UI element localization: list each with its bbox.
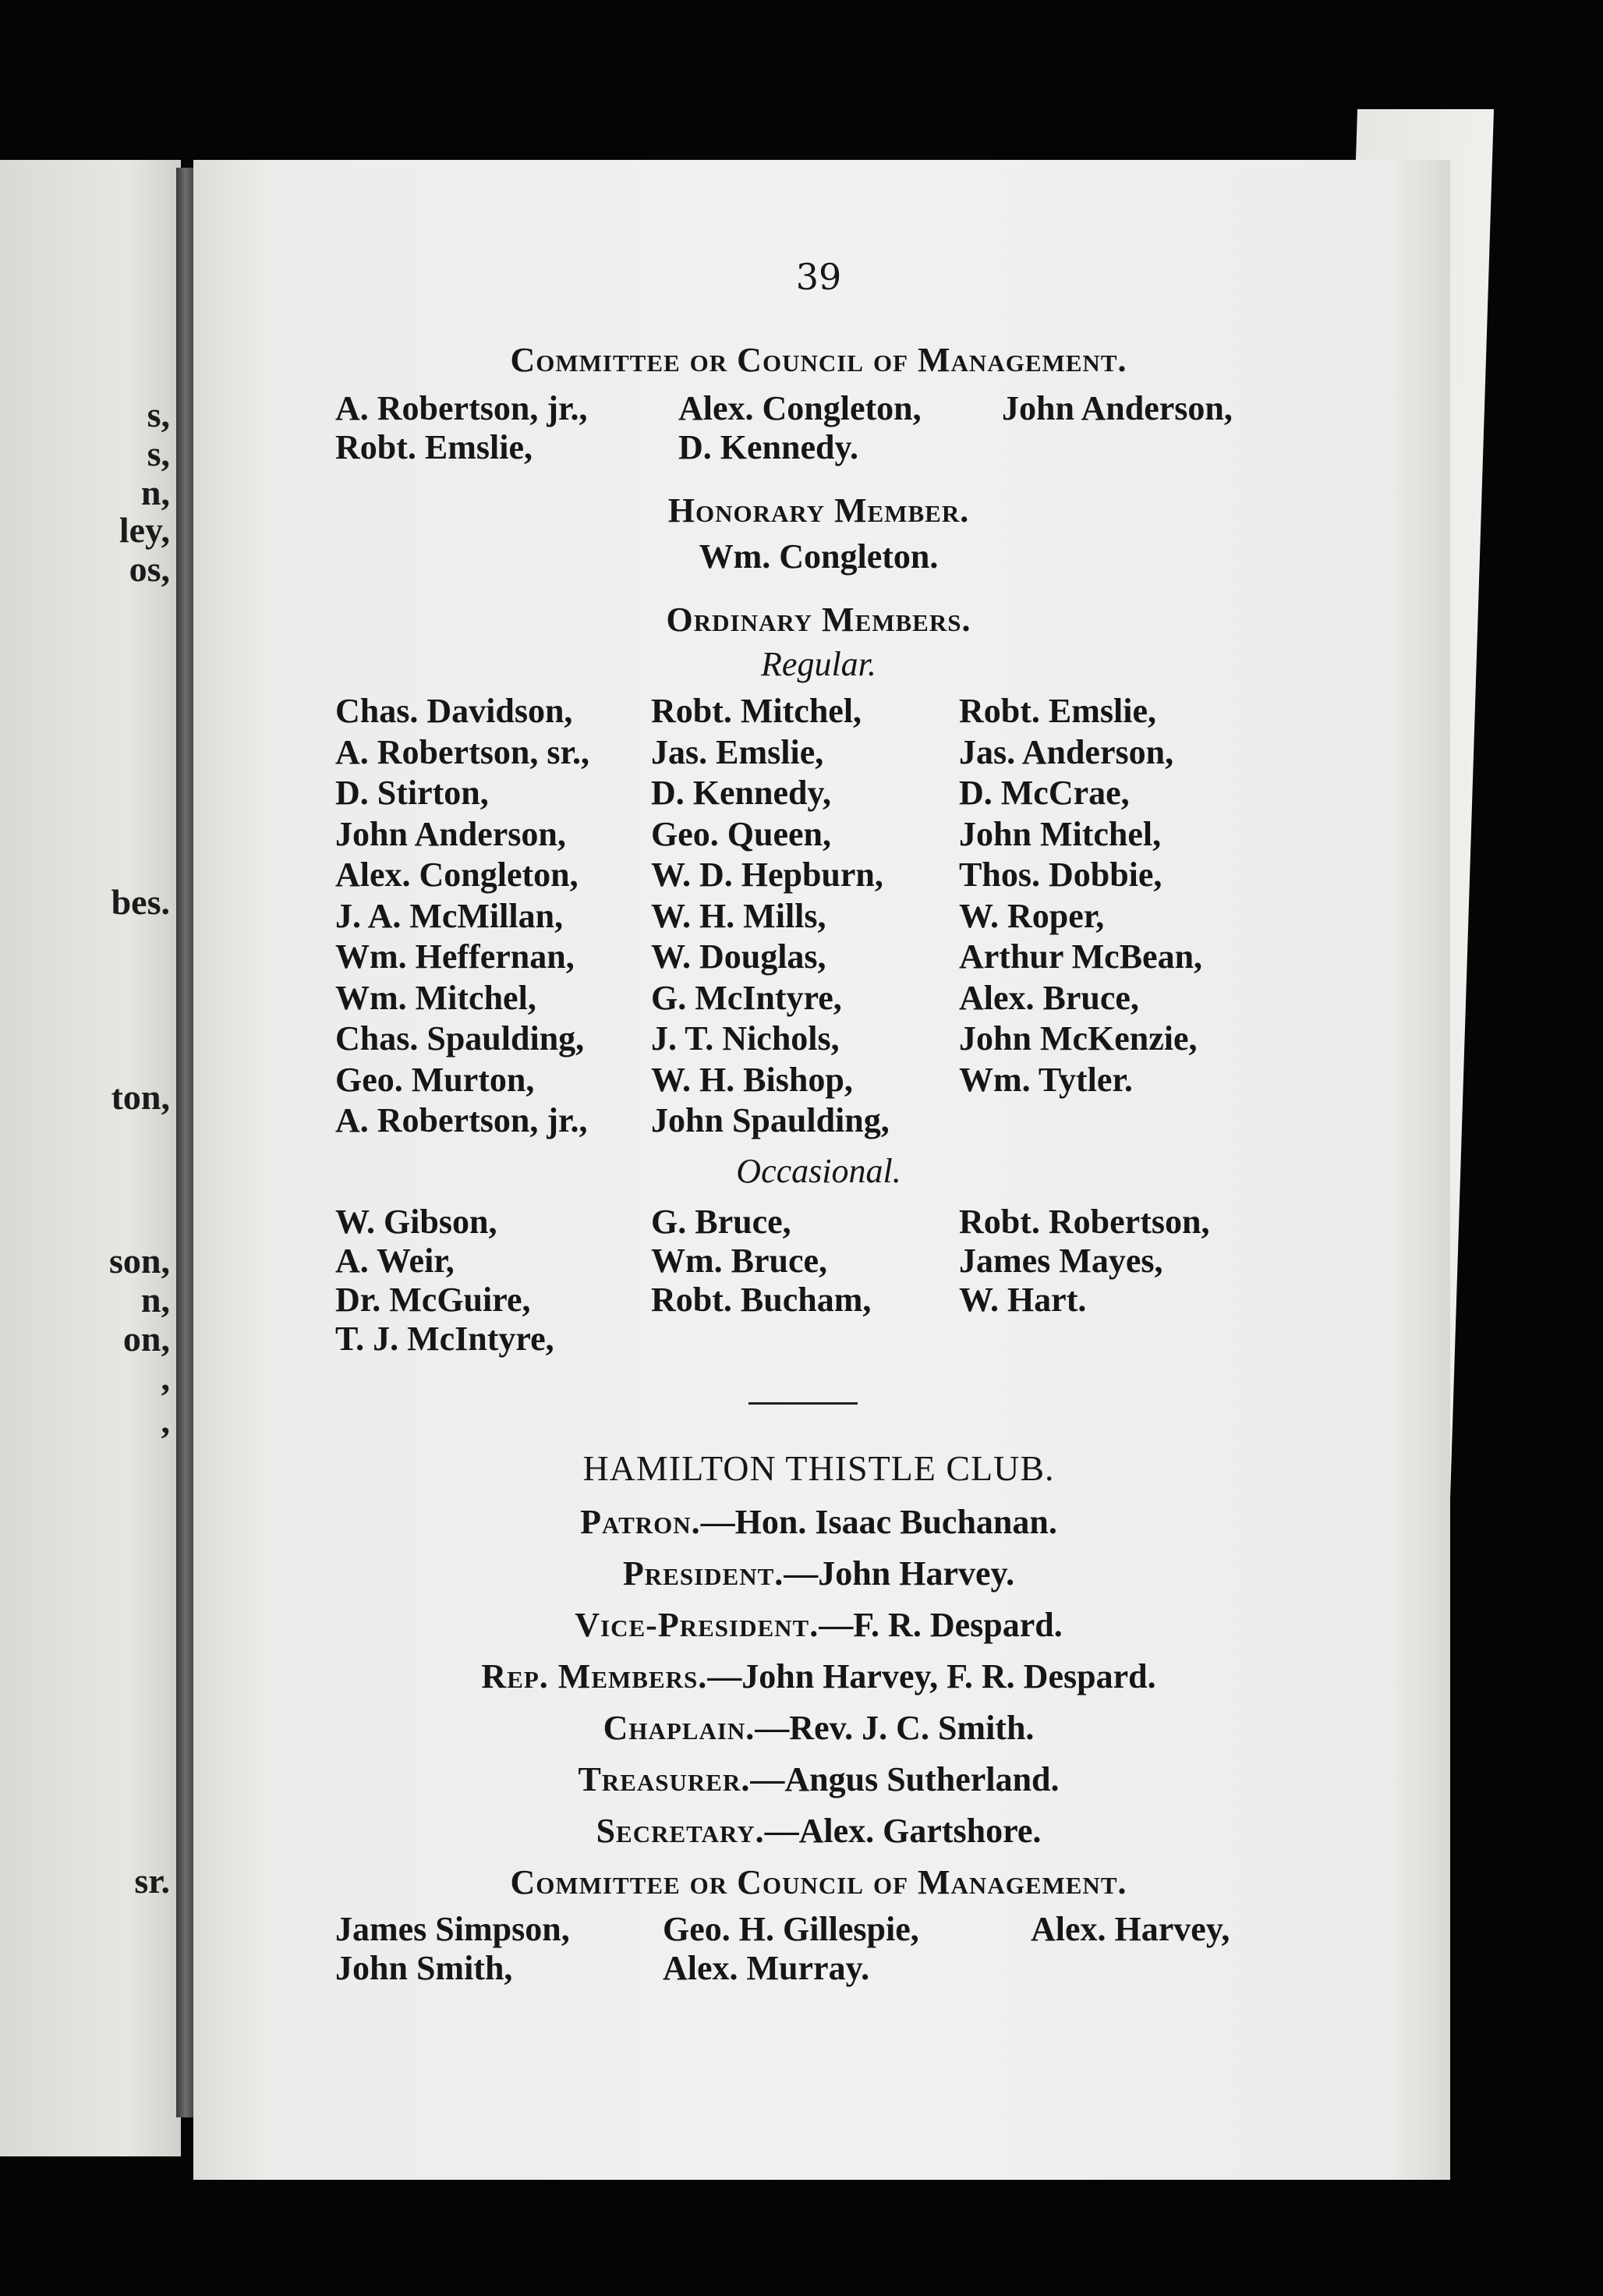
member-name: D. Stirton, [335,774,489,812]
officer-name: —John Harvey. [784,1554,1015,1593]
member-name: W. Gibson, [335,1203,497,1241]
member-name: Chas. Davidson, [335,692,573,730]
regular-label: Regular. [761,645,876,683]
member-name: Jas. Emslie, [651,732,824,771]
officer-line [335,1608,1302,1642]
member-name: W. D. Hepburn, [651,856,883,894]
officer-role: Patron. [580,1503,701,1541]
officer-line [335,1505,1302,1540]
officer-line [335,1711,1302,1745]
officer-role: Treasurer. [578,1760,751,1798]
member-name: Wm. Mitchel, [335,978,536,1017]
member-name: Wm. Bruce, [651,1242,828,1280]
member-name: W. Hart. [959,1281,1087,1319]
left-fragment: son, [109,1241,170,1281]
left-fragment: n, [140,1280,170,1320]
officer-role: Rep. Members. [481,1657,708,1695]
member-name: Alex. Harvey, [1031,1910,1230,1948]
member-name: Geo. Queen, [651,814,831,853]
left-fragment: os, [129,549,170,589]
member-name: T. J. McIntyre, [335,1320,554,1358]
member-name: J. A. McMillan, [335,896,564,935]
officer-line [335,1760,1302,1798]
officer-name: —Angus Sutherland. [750,1760,1060,1798]
member-name: Jas. Anderson, [959,732,1174,771]
member-name: John Smith, [335,1949,513,1987]
officer-name: —Alex. Gartshore. [764,1812,1042,1850]
member-name: Alex. Congleton, [678,389,922,427]
officer-role: Chaplain. [603,1709,755,1747]
officer-role: Vice-President. [575,1606,819,1644]
member-name: Chas. Spaulding, [335,1019,585,1058]
club-title: HAMILTON THISTLE CLUB. [582,1448,1055,1488]
left-fragment: , [161,1358,170,1398]
member-name: James Simpson, [335,1910,570,1948]
member-name: A. Robertson, sr., [335,732,589,771]
member-name: Robt. Bucham, [651,1281,872,1319]
member-name: W. Roper, [959,896,1105,935]
member-name: Dr. McGuire, [335,1281,531,1319]
member-name: D. Kennedy. [678,428,859,466]
officer-line [335,1657,1302,1695]
member-name: D. Kennedy, [651,774,832,812]
officer-line [335,1814,1302,1848]
member-name: John Mitchel, [959,814,1162,853]
officer-name: —Hon. Isaac Buchanan. [700,1503,1057,1541]
page-number: 39 [795,256,842,298]
left-fragment: s, [147,395,170,434]
member-name: Robt. Robertson, [959,1203,1210,1241]
member-name: Thos. Dobbie, [959,856,1162,894]
member-name: G. McIntyre, [651,978,842,1017]
officer-line [335,1554,1302,1593]
member-name: Wm. Heffernan, [335,937,575,976]
member-name: James Mayes, [959,1242,1163,1280]
officer-role: President. [622,1554,784,1593]
member-name: Robt. Emslie, [335,428,533,466]
left-page-fragment [0,160,181,2156]
member-name: Robt. Mitchel, [651,692,862,730]
member-name: A. Weir, [335,1242,455,1280]
member-name: Alex. Bruce, [959,978,1139,1017]
committee-heading: Committee or Council of Management. [510,341,1127,379]
honorary-heading: Honorary Member. [667,491,970,530]
left-fragment: , [161,1401,170,1440]
occasional-label: Occasional. [736,1152,901,1190]
officer-name: —John Harvey, F. R. Despard. [707,1657,1156,1695]
member-name: Wm. Tytler. [959,1060,1133,1099]
member-name: John Anderson, [1002,389,1233,427]
member-name: W. Douglas, [651,937,826,976]
member-name: G. Bruce, [651,1203,791,1241]
member-name: Alex. Congleton, [335,856,579,894]
officer-name: —Rev. J. C. Smith. [755,1709,1035,1747]
member-name: Robt. Emslie, [959,692,1156,730]
member-name: D. McCrae, [959,774,1130,812]
left-fragment: bes. [111,882,170,922]
member-name: W. H. Bishop, [651,1060,853,1099]
member-name: Geo. H. Gillespie, [663,1910,919,1948]
member-name: John McKenzie, [959,1019,1198,1058]
member-name: John Spaulding, [651,1101,890,1139]
officer-name: —F. R. Despard. [819,1606,1063,1644]
left-fragment: sr. [134,1861,170,1901]
honorary-name: Wm. Congleton. [699,537,939,576]
left-fragment: s, [147,434,170,473]
member-name: J. T. Nichols, [651,1019,840,1058]
officer-role: Secretary. [596,1812,765,1850]
member-name: John Anderson, [335,814,566,853]
member-name: A. Robertson, jr., [335,389,588,427]
left-fragment: ton, [111,1077,170,1117]
left-fragment: on, [122,1319,170,1359]
member-name: W. H. Mills, [651,896,826,935]
section-divider [748,1402,858,1405]
member-name: Geo. Murton, [335,1060,535,1099]
left-fragment: n, [140,473,170,512]
member-name: Alex. Murray. [663,1949,870,1987]
member-name: A. Robertson, jr., [335,1101,588,1139]
ordinary-heading: Ordinary Members. [666,601,971,639]
left-fragment: ley, [119,510,170,550]
member-name: Arthur McBean, [959,937,1203,976]
committee-heading-2: Committee or Council of Management. [510,1863,1127,1901]
